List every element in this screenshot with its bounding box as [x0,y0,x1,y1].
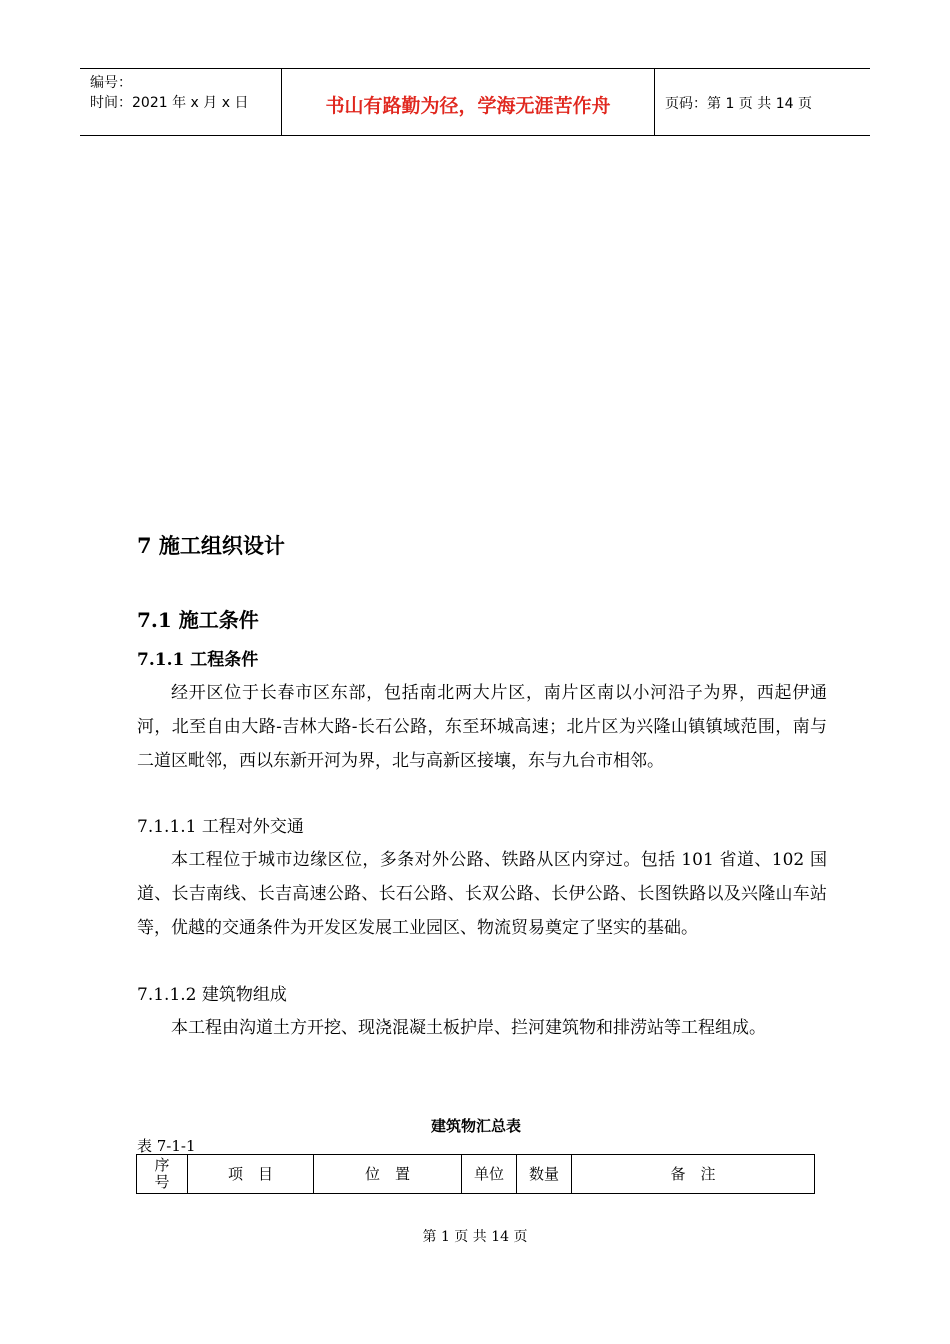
time-label: 时间：2021 年 x 月 x 日 [90,95,249,111]
header-motto: 书山有路勤为径，学海无涯苦作舟 [325,95,611,117]
subsection-heading: 7.1.1 工程条件 [137,650,259,670]
header-page-info: 页码：第 1 页 共 14 页 [665,96,812,112]
header-divider [654,69,655,135]
paragraph-traffic: 本工程位于城市边缘区位，多条对外公路、铁路从区内穿过。包括 101 省道、102 国道、长吉南线、长吉高速公路、长石公路、长双公路、长伊公路、长图铁路以及兴隆山车站等，优越的交通条件为开发区发展工业园区、物流贸易奠定了坚实的基础。 [137,850,827,938]
table-number: 表 7-1-1 [137,1137,196,1155]
header-meta [90,73,248,113]
header-cell-location: 位 置 [314,1155,462,1194]
page-footer: 第 1 页 共 14 页 [422,1229,528,1245]
sub-heading-buildings: 7.1.1.2 建筑物组成 [137,985,287,1005]
header-cell-index: 序号 [137,1155,188,1194]
buildings-summary-table [136,1154,815,1194]
number-label: 编号： [90,75,132,91]
header-cell-remarks: 备 注 [572,1155,815,1194]
table-header-row [137,1155,815,1194]
sub-heading-traffic: 7.1.1.1 工程对外交通 [137,817,304,837]
header-cell-unit: 单位 [462,1155,517,1194]
header-cell-quantity: 数量 [517,1155,572,1194]
header-cell-item: 项 目 [188,1155,314,1194]
paragraph-location: 经开区位于长春市区东部，包括南北两大片区，南片区南以小河沿子为界，西起伊通河，北至自由大路-吉林大路-长石公路，东至环城高速；北片区为兴隆山镇镇域范围，南与二道区毗邻，西以东新开河为界，北与高新区接壤，东与九台市相邻。 [137,683,827,771]
table-title: 建筑物汇总表 [430,1117,521,1135]
paragraph-buildings: 本工程由沟道土方开挖、现浇混凝土板护岸、拦河建筑物和排涝站等工程组成。 [171,1018,766,1038]
chapter-heading: 7 施工组织设计 [137,533,285,558]
section-heading: 7.1 施工条件 [137,608,259,632]
page-header [80,68,870,136]
